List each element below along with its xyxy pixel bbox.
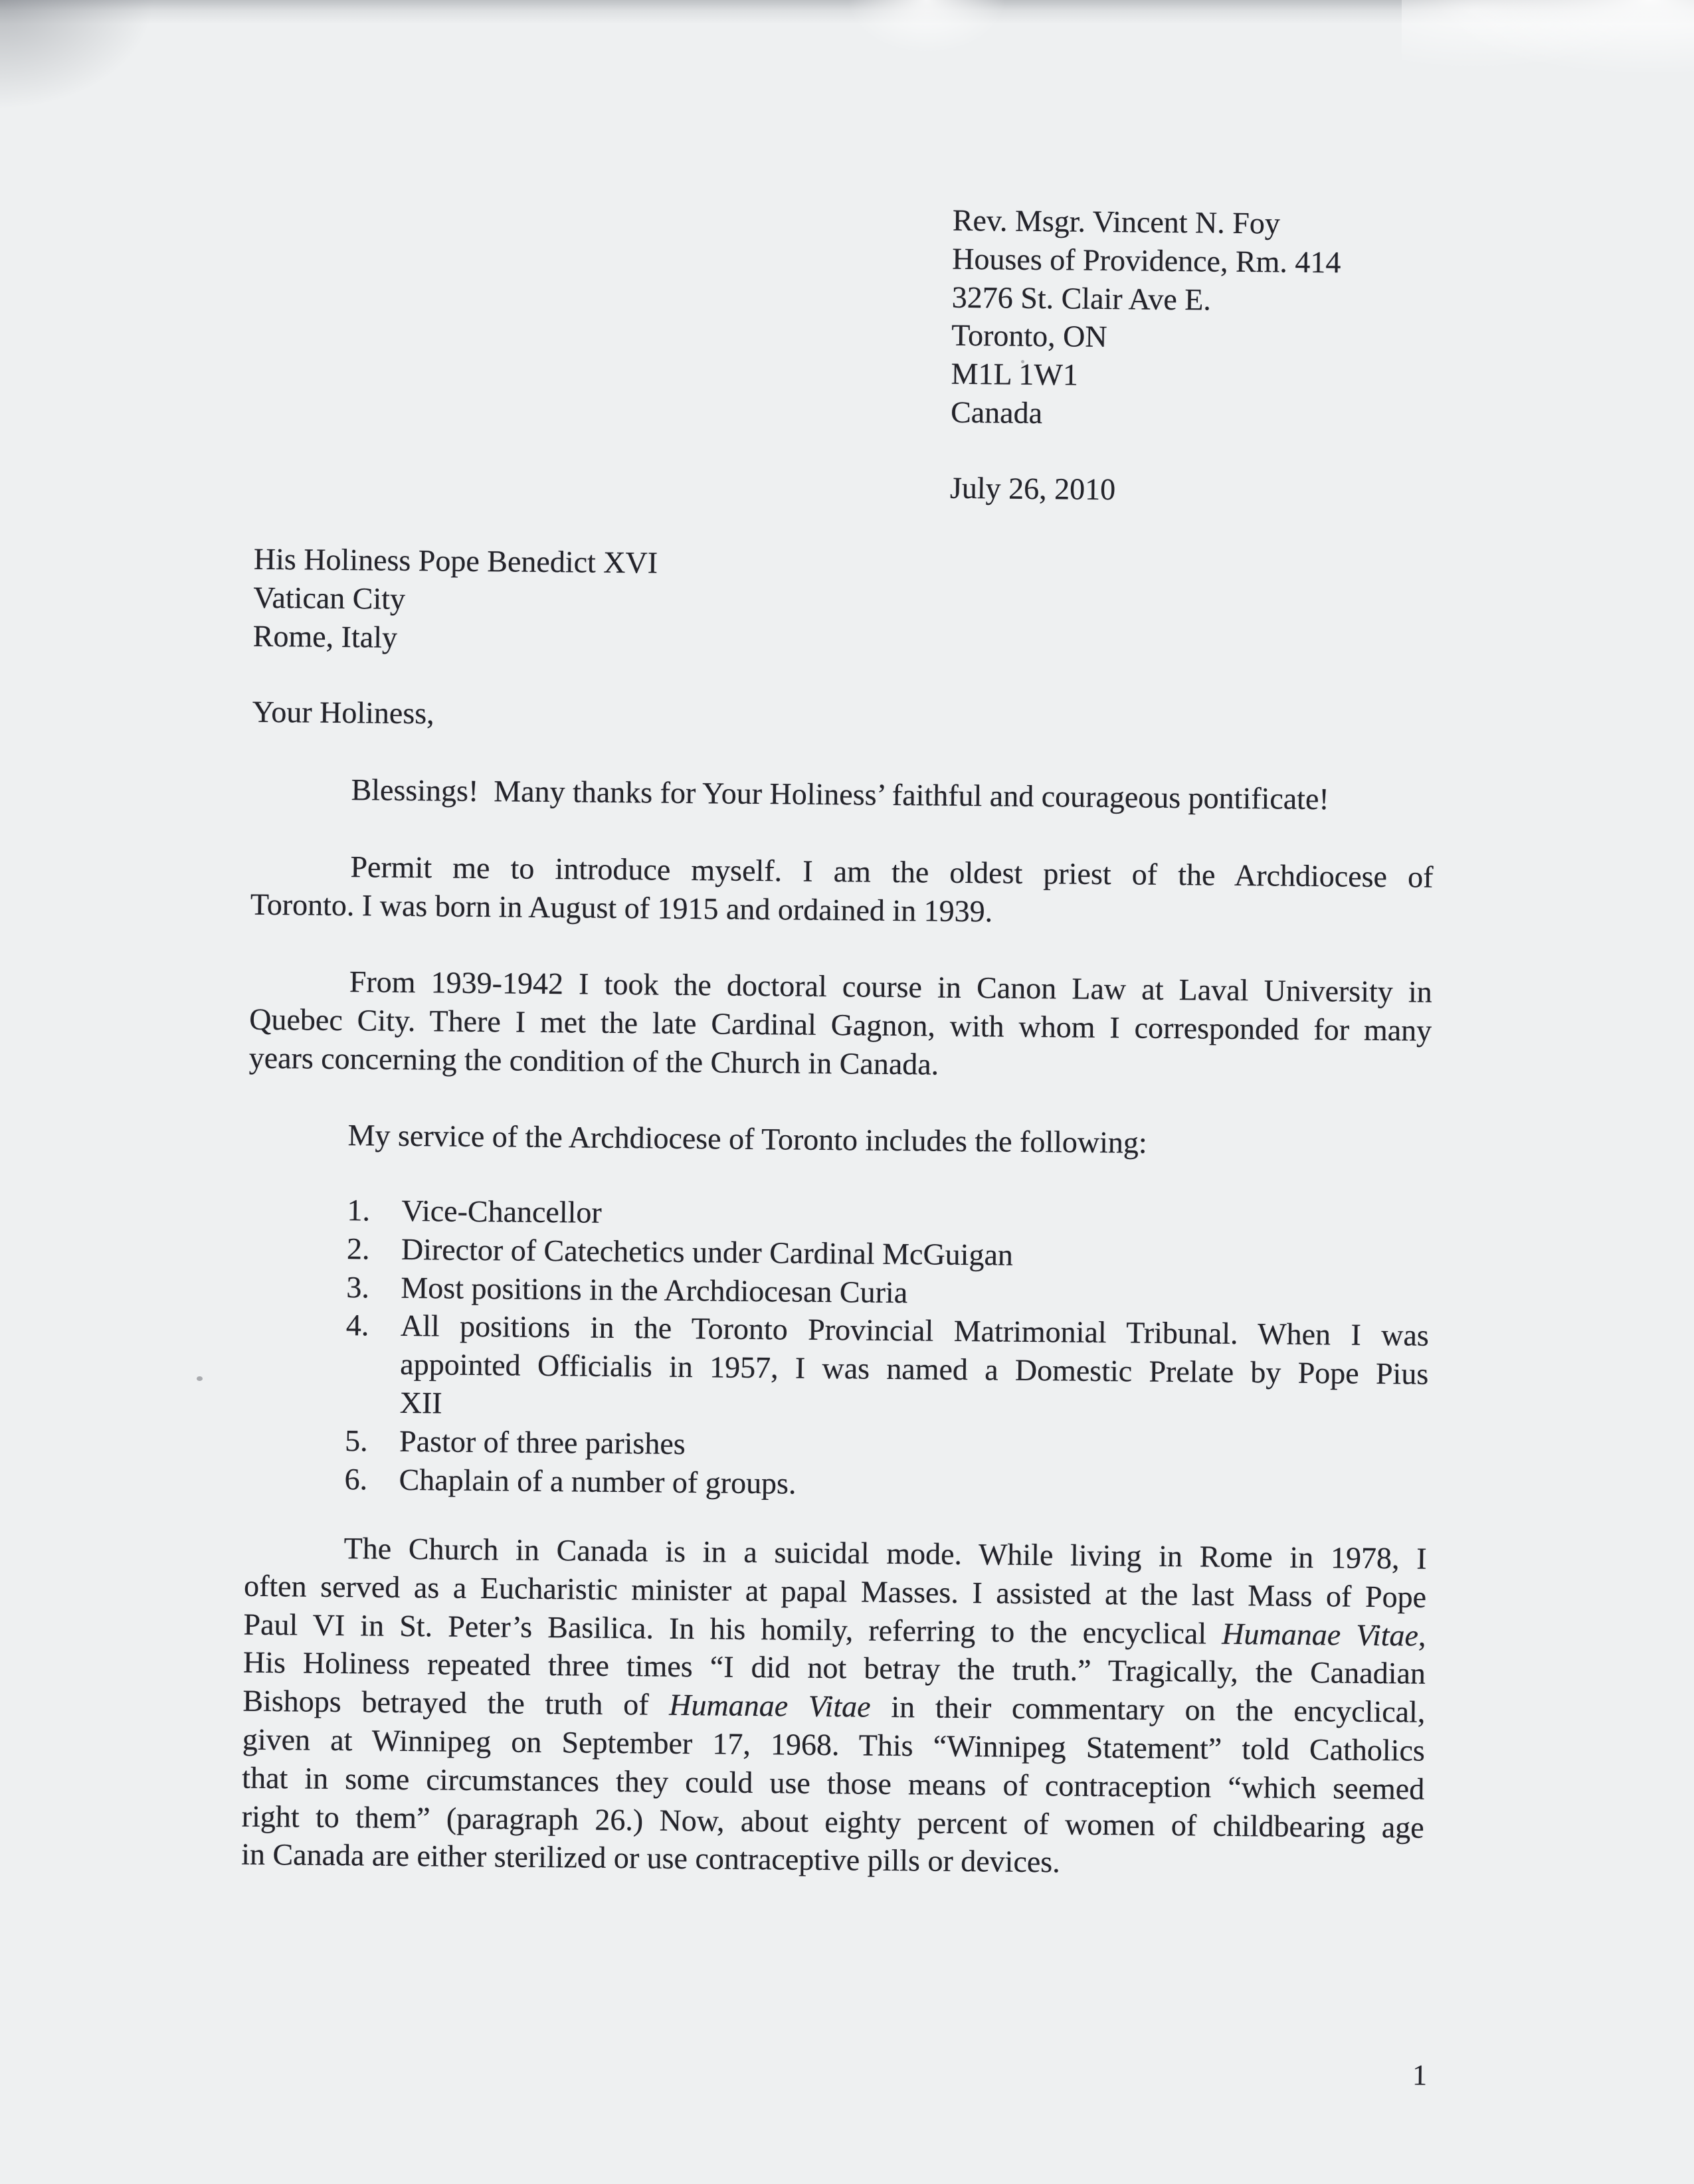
body-line: that in some circumstances they could use those means of contraception “which seemed bbox=[242, 1760, 1425, 1806]
list-item-line: appointed Officialis in 1957, I was named a Domestic Prelate by Pope Pius bbox=[400, 1347, 1429, 1391]
list-item-line: Director of Catechetics under Cardinal McGuigan bbox=[401, 1231, 1014, 1272]
body-line: often served as a Eucharistic minister at papal Masses. I assisted at the last Mass of Pope bbox=[243, 1568, 1427, 1614]
list-item-number: 2. bbox=[346, 1231, 370, 1266]
list-item-line: Pastor of three parishes bbox=[399, 1423, 686, 1461]
sender-address-block bbox=[951, 201, 1341, 435]
salutation: Your Holiness, bbox=[252, 694, 434, 731]
sender-country: Canada bbox=[950, 395, 1043, 430]
list-item-number: 4. bbox=[345, 1308, 369, 1342]
body-line: Paul VI in St. Peter’s Basilica. In his homily, referring to the encyclical Humanae Vitae, bbox=[243, 1607, 1426, 1653]
list-item-number: 3. bbox=[346, 1269, 370, 1305]
recipient-city: Vatican City bbox=[253, 580, 406, 616]
page-number: 1 bbox=[1412, 2058, 1428, 2092]
paragraph-opening bbox=[251, 770, 1434, 820]
list-item-line: Chaplain of a number of groups. bbox=[399, 1462, 797, 1501]
body-line: Toronto. I was born in August of 1915 and ordained in 1939. bbox=[250, 887, 993, 929]
body-line: The Church in Canada is in a suicidal mode. While living in Rome in 1978, I bbox=[343, 1531, 1427, 1576]
sender-postal-code: M1L 1W1 bbox=[951, 356, 1079, 392]
paragraph-service-intro bbox=[248, 1115, 1430, 1165]
date-line: July 26, 2010 bbox=[949, 470, 1116, 507]
sender-name: Rev. Msgr. Vincent N. Foy bbox=[952, 203, 1281, 240]
list-item-line: All positions in the Toronto Provincial Matrimonial Tribunal. When I was bbox=[400, 1309, 1430, 1353]
body-line: given at Winnipeg on September 17, 1968. This “Winnipeg Statement” told Catholics bbox=[242, 1722, 1426, 1768]
list-item-number: 5. bbox=[344, 1423, 368, 1458]
sender-city: Toronto, ON bbox=[951, 318, 1107, 354]
body-line: Permit me to introduce myself. I am the oldest priest of the Archdiocese of bbox=[350, 850, 1434, 894]
list-item-line: Vice-Chancellor bbox=[401, 1193, 602, 1229]
paragraph-introduction bbox=[250, 847, 1434, 935]
sender-residence: Houses of Providence, Rm. 414 bbox=[952, 241, 1341, 280]
recipient-country: Rome, Italy bbox=[252, 618, 398, 654]
body-line: My service of the Archdiocese of Toronto includes the following: bbox=[347, 1118, 1147, 1160]
sender-street: 3276 St. Clair Ave E. bbox=[951, 280, 1212, 317]
paragraph-laval bbox=[248, 962, 1432, 1088]
body-line: Bishops betrayed the truth of Humanae Vitae in their commentary on the encyclical, bbox=[242, 1683, 1426, 1729]
body-line: Quebec City. There I met the late Cardinal Gagnon, with whom I corresponded for many bbox=[249, 1002, 1432, 1047]
service-list bbox=[344, 1191, 1430, 1508]
body-line: His Holiness repeated three times “I did not betray the truth.” Tragically, the Canadian bbox=[242, 1645, 1426, 1691]
recipient-address-block bbox=[253, 540, 658, 659]
body-line: years concerning the condition of the Church in Canada. bbox=[248, 1040, 939, 1081]
list-item-line: XII bbox=[399, 1385, 442, 1420]
body-line: in Canada are either sterilized or use contraceptive pills or devices. bbox=[240, 1837, 1060, 1879]
list-item-line: Most positions in the Archdiocesan Curia bbox=[401, 1270, 908, 1309]
list-item-number: 6. bbox=[344, 1461, 368, 1496]
recipient-name: His Holiness Pope Benedict XVI bbox=[253, 541, 658, 580]
body-line: Blessings! Many thanks for Your Holiness’ faithful and courageous pontificate! bbox=[351, 773, 1329, 816]
body-line: right to them” (paragraph 26.) Now, about eighty percent of women of childbearing age bbox=[241, 1799, 1424, 1845]
list-item bbox=[345, 1306, 1429, 1431]
body-line: From 1939-1942 I took the doctoral course in Canon Law at Laval University in bbox=[349, 964, 1433, 1009]
paragraph-church-in-canada bbox=[241, 1528, 1427, 1885]
list-item-number: 1. bbox=[347, 1193, 371, 1228]
